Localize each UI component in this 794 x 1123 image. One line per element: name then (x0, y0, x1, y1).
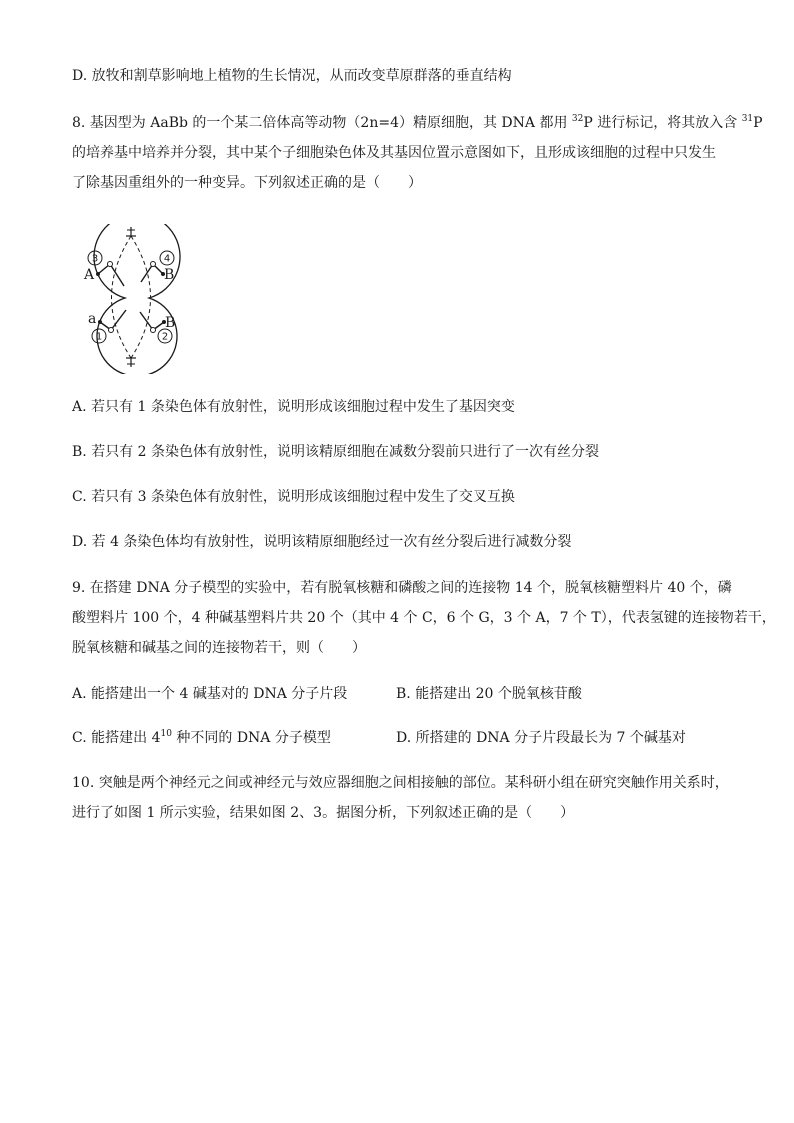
q8-text-a: 8. 基因型为 AaBb 的一个某二倍体高等动物（2n=4）精原细胞，其 DNA 都用 (72, 115, 572, 131)
circled-number-4 (160, 251, 174, 265)
gene-label-B-bottom: B (165, 315, 176, 331)
gene-label-a: a (88, 311, 97, 327)
svg-text:1: 1 (95, 331, 103, 343)
gene-label-B-top: B (164, 267, 175, 283)
question-10-line-1: 10. 突触是两个神经元之间或神经元与效应器细胞之间相接触的部位。某科研小组在研究突触作用关系时， (72, 775, 729, 791)
q9c-text-b: 种不同的 DNA 分子模型 (171, 730, 331, 746)
circled-number-2 (158, 329, 172, 343)
q8-text-c: P (753, 115, 763, 131)
svg-text:2: 2 (161, 331, 169, 343)
question-9-line-3: 脱氧核糖和碱基之间的连接物若干，则（ ） (72, 640, 366, 656)
svg-text:4: 4 (163, 253, 171, 265)
cell-membrane (91, 224, 180, 374)
q8-text-b: P 进行标记，将其放入含 (583, 115, 742, 131)
question-8-option-c: C. 若只有 3 条染色体有放射性，说明形成该细胞过程中发生了交叉互换 (72, 489, 515, 505)
chromosome-1 (98, 310, 126, 333)
question-9-line-1: 9. 在搭建 DNA 分子模型的实验中，若有脱氧核糖和磷酸之间的连接物 14 个，脱氧核糖塑料片 40 个，磷 (72, 580, 732, 596)
centrosome-bottom (126, 358, 136, 367)
question-8-option-d: D. 若 4 条染色体均有放射性，说明该精原细胞经过一次有丝分裂后进行减数分裂 (72, 534, 572, 550)
gene-label-A: A (84, 267, 95, 283)
question-8-line-3: 了除基因重组外的一种变异。下列叙述正确的是（ ） (72, 175, 422, 191)
question-9-option-c (72, 728, 331, 748)
question-8-option-b: B. 若只有 2 条染色体有放射性，说明该精原细胞在减数分裂前只进行了一次有丝分裂 (72, 444, 599, 460)
centrosome-top (126, 227, 136, 236)
question-9-option-d: D. 所搭建的 DNA 分子片段最长为 7 个碱基对 (396, 730, 686, 746)
svg-text:3: 3 (91, 253, 99, 265)
cell-chromosome-diagram (78, 224, 196, 374)
circled-number-1 (92, 329, 106, 343)
question-8-line-1 (72, 113, 763, 133)
question-8-line-2: 的培养基中培养并分裂，其中某个子细胞染色体及其基因位置示意图如下，且形成该细胞的过程中只发生 (72, 145, 716, 161)
question-9-option-b: B. 能搭建出 20 个脱氧核苷酸 (396, 686, 582, 702)
option-d-previous: D. 放牧和割草影响地上植物的生长情况，从而改变草原群落的垂直结构 (72, 68, 512, 84)
question-9-line-2: 酸塑料片 100 个，4 种碱基塑料片共 20 个（其中 4 个 C，6 个 G，3 个 A，7 个 T），代表氢键的连接物若干， (72, 610, 776, 626)
q8-sup-31: 31 (741, 114, 754, 124)
question-8-option-a: A. 若只有 1 条染色体有放射性，说明形成该细胞过程中发生了基因突变 (72, 399, 515, 415)
q9c-text-a: C. 能搭建出 4 (72, 730, 161, 746)
q9c-sup-10: 10 (160, 729, 172, 739)
question-10-line-2: 进行了如图 1 所示实验，结果如图 2、3。据图分析，下列叙述正确的是（ ） (72, 805, 575, 821)
spindle-right (131, 236, 151, 358)
question-9-option-a: A. 能搭建出一个 4 碱基对的 DNA 分子片段 (72, 686, 348, 702)
chromosome-3 (96, 262, 124, 287)
circled-number-3 (88, 251, 102, 265)
q8-sup-32: 32 (571, 114, 584, 124)
